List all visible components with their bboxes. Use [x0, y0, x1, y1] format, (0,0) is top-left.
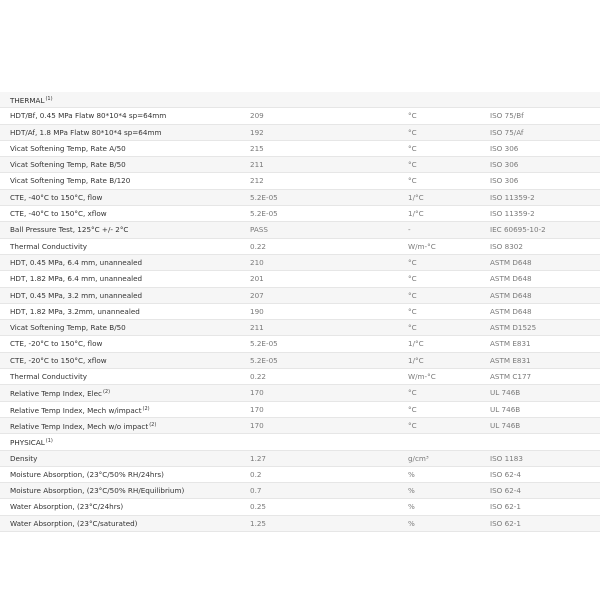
property-unit: 1/°C [408, 209, 424, 219]
property-value: 210 [250, 257, 264, 267]
property-value: 0.22 [250, 372, 267, 382]
table-row [0, 516, 600, 532]
property-name-text: Relative Temp Index, Mech w/impact [10, 405, 142, 415]
property-unit: 1/°C [408, 339, 424, 349]
property-unit: °C [408, 323, 417, 333]
property-value: 211 [250, 323, 264, 333]
table-row [0, 173, 600, 189]
test-standard: ISO 8302 [490, 241, 523, 251]
section-title [10, 434, 53, 450]
property-name: HDT, 0.45 MPa, 3.2 mm, unannealed [10, 290, 143, 300]
property-table [0, 92, 600, 532]
property-value: 0.2 [250, 469, 262, 479]
test-standard: ASTM D1525 [490, 323, 537, 333]
property-name [10, 402, 150, 418]
test-standard: ISO 11359-2 [490, 209, 535, 219]
table-row [0, 451, 600, 467]
test-standard: ISO 62-4 [490, 486, 521, 496]
test-standard: ISO 62-4 [490, 469, 521, 479]
test-standard: ASTM E831 [490, 355, 531, 365]
property-unit: °C [408, 160, 417, 170]
property-value: 1.25 [250, 518, 267, 528]
test-standard: ISO 75/Af [490, 127, 524, 137]
property-name: Water Absorption, (23°C/saturated) [10, 518, 138, 528]
property-name: CTE, -40°C to 150°C, flow [10, 192, 103, 202]
property-unit: °C [408, 143, 417, 153]
property-name: Water Absorption, (23°C/24hrs) [10, 502, 124, 512]
property-unit: °C [408, 404, 417, 414]
property-name-text: Relative Temp Index, Mech w/o impact [10, 421, 149, 431]
table-row [0, 222, 600, 238]
table-row [0, 483, 600, 499]
property-value: 215 [250, 143, 264, 153]
property-unit: °C [408, 306, 417, 316]
property-name: Vicat Softening Temp, Rate A/50 [10, 143, 126, 153]
table-row [0, 304, 600, 320]
property-name [10, 418, 156, 434]
table-row [0, 108, 600, 124]
test-standard: ISO 1183 [490, 453, 523, 463]
test-standard: ISO 62-1 [490, 502, 521, 512]
property-unit: °C [408, 111, 417, 121]
section-title-text: PHYSICAL [10, 438, 45, 448]
property-unit: °C [408, 420, 417, 430]
footnote-marker: (2) [149, 421, 157, 428]
property-value: 1.27 [250, 453, 267, 463]
property-unit: - [408, 225, 411, 235]
property-name: Vicat Softening Temp, Rate B/120 [10, 176, 131, 186]
property-unit: % [408, 502, 415, 512]
property-name: Moisture Absorption, (23°C/50% RH/24hrs) [10, 469, 164, 479]
property-name: HDT/Bf, 0.45 MPa Flatw 80*10*4 sp=64mm [10, 111, 167, 121]
section-header-thermal [0, 92, 600, 108]
footnote-marker: (2) [142, 405, 150, 412]
property-name: HDT/Af, 1.8 MPa Flatw 80*10*4 sp=64mm [10, 127, 162, 137]
table-row [0, 385, 600, 401]
table-row [0, 353, 600, 369]
table-row [0, 206, 600, 222]
property-name: Density [10, 453, 38, 463]
property-unit: °C [408, 176, 417, 186]
property-value: 5.2E-05 [250, 339, 278, 349]
property-unit: °C [408, 290, 417, 300]
property-name: HDT, 0.45 MPa, 6.4 mm, unannealed [10, 257, 143, 267]
property-value: PASS [250, 225, 268, 235]
property-value: 190 [250, 306, 264, 316]
section-header-physical [0, 434, 600, 450]
test-standard: ASTM D648 [490, 306, 532, 316]
property-unit: °C [408, 274, 417, 284]
property-name: CTE, -20°C to 150°C, xflow [10, 355, 107, 365]
test-standard: ASTM C177 [490, 372, 532, 382]
property-unit: 1/°C [408, 192, 424, 202]
property-value: 170 [250, 420, 264, 430]
property-value: 0.7 [250, 486, 262, 496]
table-row [0, 499, 600, 515]
table-row [0, 369, 600, 385]
property-unit: % [408, 486, 415, 496]
test-standard: ASTM D648 [490, 274, 532, 284]
property-value: 212 [250, 176, 264, 186]
table-row [0, 157, 600, 173]
table-row [0, 125, 600, 141]
property-unit: W/m-°C [408, 372, 436, 382]
property-value: 209 [250, 111, 264, 121]
test-standard: ASTM D648 [490, 290, 532, 300]
footnote-marker: (2) [102, 389, 111, 396]
test-standard: ISO 306 [490, 160, 519, 170]
property-value: 5.2E-05 [250, 355, 278, 365]
property-name: Moisture Absorption, (23°C/50% RH/Equilibrium) [10, 486, 185, 496]
test-standard: ISO 306 [490, 143, 519, 153]
footnote-marker: (1) [45, 438, 53, 445]
property-unit: % [408, 518, 415, 528]
table-row [0, 255, 600, 271]
test-standard: ASTM D648 [490, 257, 532, 267]
test-standard: ASTM E831 [490, 339, 531, 349]
property-unit: °C [408, 388, 417, 398]
table-row [0, 288, 600, 304]
property-value: 207 [250, 290, 264, 300]
test-standard: UL 746B [490, 404, 521, 414]
table-row [0, 402, 600, 418]
property-value: 5.2E-05 [250, 192, 278, 202]
property-value: 211 [250, 160, 264, 170]
property-value: 170 [250, 388, 264, 398]
property-value: 201 [250, 274, 264, 284]
property-unit: W/m-°C [408, 241, 436, 251]
test-standard: ISO 62-1 [490, 518, 521, 528]
table-row [0, 271, 600, 287]
property-value: 0.22 [250, 241, 267, 251]
property-name: CTE, -40°C to 150°C, xflow [10, 209, 107, 219]
property-value: 5.2E-05 [250, 209, 278, 219]
property-unit: g/cm³ [408, 453, 429, 463]
property-name-text: Relative Temp Index, Elec [10, 389, 102, 399]
table-row [0, 141, 600, 157]
property-name: HDT, 1.82 MPa, 3.2mm, unannealed [10, 306, 140, 316]
section-title [10, 92, 53, 108]
property-unit: °C [408, 127, 417, 137]
property-value: 192 [250, 127, 264, 137]
test-standard: IEC 60695-10-2 [490, 225, 546, 235]
property-unit: 1/°C [408, 355, 424, 365]
property-value: 0.25 [250, 502, 267, 512]
property-name: Ball Pressure Test, 125°C +/- 2°C [10, 225, 129, 235]
table-row [0, 336, 600, 352]
test-standard: UL 746B [490, 388, 521, 398]
property-name: Vicat Softening Temp, Rate B/50 [10, 160, 126, 170]
property-name: Vicat Softening Temp, Rate B/50 [10, 323, 126, 333]
property-value: 170 [250, 404, 264, 414]
property-unit: % [408, 469, 415, 479]
test-standard: ISO 11359-2 [490, 192, 535, 202]
table-row [0, 467, 600, 483]
test-standard: ISO 306 [490, 176, 519, 186]
table-row [0, 320, 600, 336]
table-row [0, 418, 600, 434]
property-name: Thermal Conductivity [10, 241, 88, 251]
property-name: HDT, 1.82 MPa, 6.4 mm, unannealed [10, 274, 143, 284]
table-row [0, 239, 600, 255]
property-unit: °C [408, 257, 417, 267]
property-name [10, 385, 110, 401]
property-name: CTE, -20°C to 150°C, flow [10, 339, 103, 349]
footnote-marker: (1) [45, 96, 53, 102]
section-title-text: THERMAL [10, 96, 45, 105]
test-standard: ISO 75/Bf [490, 111, 524, 121]
test-standard: UL 746B [490, 420, 521, 430]
property-name: Thermal Conductivity [10, 372, 88, 382]
table-row [0, 190, 600, 206]
